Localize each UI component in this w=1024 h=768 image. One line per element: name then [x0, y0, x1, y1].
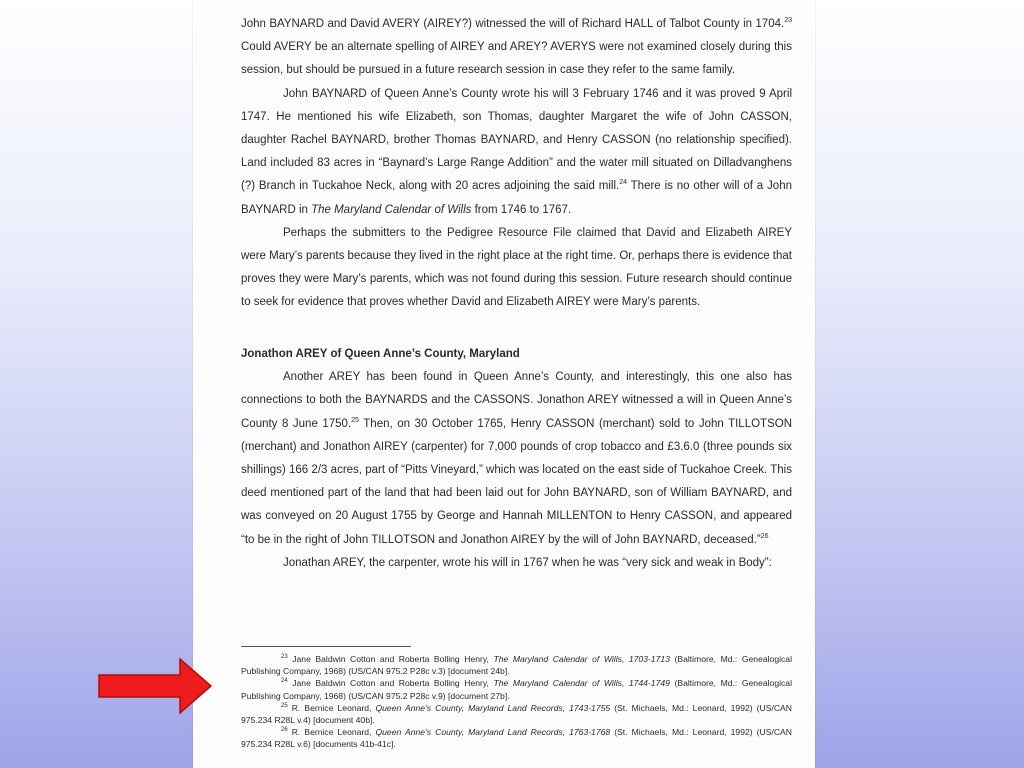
paragraph-jonathan-will: Jonathan AREY, the carpenter, wrote his will in 1767 when he was “very sick and weak in Body”: — [283, 556, 772, 569]
footnotes — [241, 653, 792, 751]
footnote-item: $^{24}$ Jane Baldwin Cotton and Roberta Bolling Henry, The Maryland Calendar of Wills, 1744-1749 (Baltimore, Md.: Genealogical Publishing Company, 1968) (US/CAN 975.2 P28c v.9) [document 27b]. — [241, 678, 792, 701]
body-text-top — [241, 13, 792, 315]
footnote-divider — [241, 646, 411, 647]
paragraph-jonathon-arey: Another AREY has been found in Queen Anne’s County, and interestingly, this one also has connections to both the BAYNARDS and the CASSONS. Jonathon AREY witnessed a will in Queen Anne’s County 8 June 1750.25 Then, on 30 October 1765, Henry CASSON (merchant) sold to John TILLOTSON (merchant) and Jonathon AIREY (carpenter) for 7,000 pounds of crop tobacco and £3.6.0 (three pounds six shillings) 166 2/3 acres, part of “Pitts Vineyard,” which was located on the east side of Tuckahoe Creek. This deed mentioned part of the land that had been laid out for John BAYNARD, son of William BAYNARD, and was conveyed on 20 August 1755 by George and Hannah MILLENTON to Henry CASSON, and appeared “to be in the right of John TILLOTSON and Jonathon AIREY by the will of John BAYNARD, deceased.”$^{26}$ — [241, 371, 792, 546]
footnote-item: $^{26}$ R. Bernice Leonard, Queen Anne’s County, Maryland Land Records, 1763-1768 (St. Michaels, Md.: Leonard, 1992) (US/CAN 975.234 R28L v.6) [documents 41b-41c]. — [241, 727, 792, 750]
body-text-section — [241, 343, 792, 575]
paragraph-hall-will: John BAYNARD and David AVERY (AIREY?) witnessed the will of Richard HALL of Talbot County in 1704.23 Could AVERY be an alternate spelling of AIREY and AREY? AVERYS were not examined closely during this session, but should be pursued in a future research session in case they refer to the same family. — [241, 17, 792, 77]
document-page — [193, 0, 815, 768]
arrow-right-icon — [98, 658, 212, 714]
section-heading: Jonathon AREY of Queen Anne’s County, Maryland — [241, 348, 520, 360]
paragraph-baynard-will: John BAYNARD of Queen Anne’s County wrote his will 3 February 1746 and it was proved 9 April 1747. He mentioned his wife Elizabeth, son Thomas, daughter Margaret the wife of John CASSON, daughter Rachel BAYNARD, brother Thomas BAYNARD, and Henry CASSON (no relationship specified). Land included 83 acres in “Baynard’s Large Range Addition” and the water mill situated on Dilladvanghens (?) Branch in Tuckahoe Neck, along with 20 acres adjoining the said mill.$^{24}$ There is no other will of a John BAYNARD in The Maryland Calendar of Wills from 1746 to 1767. — [241, 87, 792, 216]
footnote-item: $^{25}$ R. Bernice Leonard, Queen Anne’s County, Maryland Land Records, 1743-1755 (St. Michaels, Md.: Leonard, 1992) (US/CAN 975.234 R28L v.4) [document 40b]. — [241, 702, 792, 726]
footnote-item: $^{23}$ Jane Baldwin Cotton and Roberta Bolling Henry, The Maryland Calendar of Wills, 1703-1713 (Baltimore, Md.: Genealogical Publishing Company, 1968) (US/CAN 975.2 P28c v.3) [document 24b]. — [241, 654, 792, 677]
paragraph-pedigree-file: Perhaps the submitters to the Pedigree Resource File claimed that David and Elizabeth AIREY were Mary’s parents because they lived in the right place at the right time. Or, perhaps there is evidence that proves they were Mary’s parents, which was not found during this session. Future research should continue to seek for evidence that proves whether David and Elizabeth AIREY were Mary’s parents. — [241, 226, 792, 309]
